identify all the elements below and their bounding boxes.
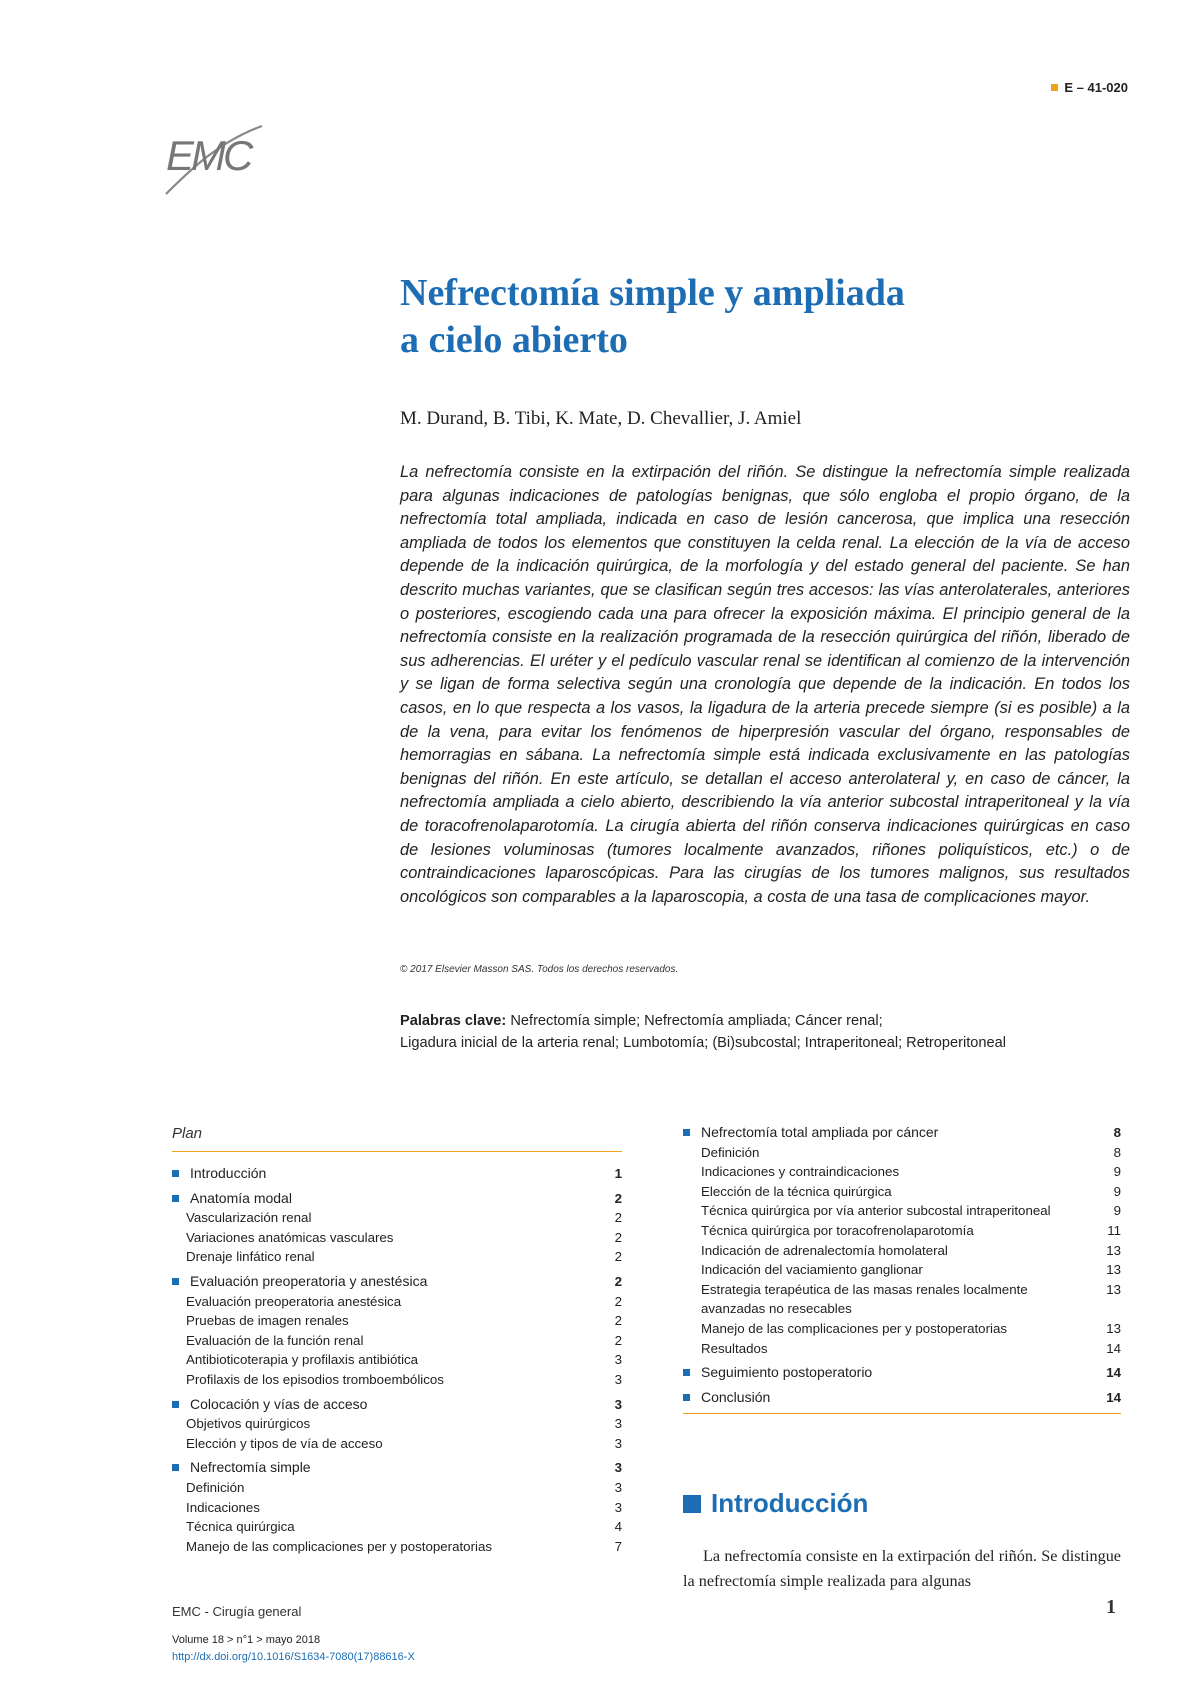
toc-left-column (172, 1164, 622, 1556)
toc-entry-page: 2 (614, 1249, 622, 1265)
toc-subsection-entry[interactable] (172, 1228, 622, 1248)
toc-subsection-entry[interactable] (683, 1319, 1121, 1339)
toc-entry-title: Evaluación preoperatoria y anestésica (172, 1272, 602, 1292)
toc-subsection-entry[interactable] (172, 1370, 622, 1390)
toc-entry-page: 2 (614, 1210, 622, 1226)
toc-entry-title: Técnica quirúrgica por toracofrenolaparotomía (701, 1222, 974, 1238)
orange-square-icon (1051, 84, 1058, 91)
toc-entry-title: Seguimiento postoperatorio (683, 1363, 1101, 1383)
abstract: La nefrectomía consiste en la extirpación del riñón. Se distingue la nefrectomía simple realizada para algunas indicaciones de patologías benignas, que sólo engloba el propio órgano, de la nefrectomía total ampliada, indicada en caso de lesión cancerosa, que implica una resección ampliada de todos los elementos que constituyen la celda renal. La elección de la vía de acceso depende de la indicación quirúrgica, de la morfología y del estado general del paciente. Se han descrito muchas variantes, que se clasifican según tres accesos: las vías anterolaterales, anteriores o posteriores, escogiendo cada una para ofrecer la exposición máxima. El principio general de la nefrectomía consiste en la realización programada de la resección quirúrgica del riñón, liberado de sus adherencias. El uréter y el pedículo vascular renal se identifican al comienzo de la intervención y se ligan de forma selectiva según una cronología que depende de la indicación. En todos los casos, en lo que respecta a los vasos, la ligadura de la arteria precede siempre (si es posible) a la de la vena, para evitar los fenómenos de hiperpresión vascular del órgano, responsables de hemorragias en sábana. La nefrectomía simple está indicada exclusivamente en las patologías benignas del riñón. En este artículo, se detallan el acceso anterolateral y, en caso de cáncer, la nefrectomía ampliada a cielo abierto, describiendo la vía anterior subcostal intraperitoneal y la vía de toracofrenolaparotomía. La cirugía abierta del riñón conserva indicaciones quirúrgicas en caso de lesiones voluminosas (tumores localmente avanzados, riñones poliquísticos, etc.) o de contraindicaciones laparoscópicas. Para las cirugías de los tumores malignos, sus resultados oncológicos son comparables a la laparoscopia, a costa de una tasa de complicaciones mayor. (400, 463, 1130, 906)
toc-entry-title: Indicación del vaciamiento ganglionar (701, 1262, 923, 1278)
toc-entry-page: 2 (614, 1332, 622, 1348)
toc-entry-title: Estrategia terapéutica de las masas renales localmente avanzadas no resecables (701, 1281, 1028, 1317)
toc-section-entry[interactable] (172, 1395, 622, 1415)
introduction-text: La nefrectomía consiste en la extirpación del riñón. Se distingue la nefrectomía simple realizada para algunas (683, 1547, 1121, 1590)
article-reference: E – 41-020 (1051, 80, 1128, 95)
toc-entry-title: Pruebas de imagen renales (186, 1313, 349, 1329)
keywords (400, 1010, 1130, 1054)
toc-subsection-entry[interactable] (683, 1221, 1121, 1241)
toc-entry-title: Drenaje linfático renal (186, 1249, 315, 1265)
toc-entry-page: 3 (614, 1479, 622, 1495)
toc-subsection-entry[interactable] (683, 1201, 1121, 1221)
toc-entry-page: 11 (1107, 1222, 1121, 1238)
toc-entry-title: Manejo de las complicaciones per y postoperatorias (701, 1320, 1007, 1336)
toc-entry-page: 3 (614, 1460, 622, 1476)
toc-entry-title: Nefrectomía simple (172, 1458, 602, 1478)
toc-subsection-entry[interactable] (172, 1434, 622, 1454)
toc-subsection-entry[interactable] (683, 1241, 1121, 1261)
toc-entry-title: Manejo de las complicaciones per y postoperatorias (186, 1538, 492, 1554)
toc-subsection-entry[interactable] (172, 1517, 622, 1537)
toc-section-entry[interactable] (172, 1164, 622, 1184)
toc-entry-page: 3 (614, 1396, 622, 1412)
copyright: © 2017 Elsevier Masson SAS. Todos los derechos reservados. (400, 964, 679, 975)
toc-entry-title: Elección y tipos de vía de acceso (186, 1435, 383, 1451)
toc-entry-title: Técnica quirúrgica (186, 1519, 295, 1535)
toc-entry-title: Antibioticoterapia y profilaxis antibiótica (186, 1352, 419, 1368)
keywords-line-1: Nefrectomía simple; Nefrectomía ampliada; Cáncer renal; (510, 1013, 883, 1029)
toc-subsection-entry[interactable] (172, 1478, 622, 1498)
blue-square-icon (683, 1495, 701, 1513)
toc-entry-page: 13 (1106, 1320, 1121, 1336)
toc-entry-page: 8 (1113, 1125, 1121, 1140)
toc-entry-title: Introducción (172, 1164, 602, 1184)
toc-entry-page: 4 (614, 1519, 622, 1535)
toc-entry-title: Técnica quirúrgica por vía anterior subcostal intraperitoneal (701, 1203, 1051, 1219)
toc-entry-title: Evaluación preoperatoria anestésica (186, 1293, 402, 1309)
toc-entry-title: Elección de la técnica quirúrgica (701, 1183, 892, 1199)
toc-entry-title: Profilaxis de los episodios tromboembólicos (186, 1371, 444, 1387)
keywords-line-2: Ligadura inicial de la arteria renal; Lumbotomía; (Bi)subcostal; Intraperitoneal; Retroperitoneal (400, 1035, 1006, 1051)
toc-entry-page: 3 (614, 1371, 622, 1387)
toc-section-entry[interactable] (683, 1123, 1121, 1143)
toc-entry-title: Objetivos quirúrgicos (186, 1416, 311, 1432)
toc-subsection-entry[interactable] (683, 1260, 1121, 1280)
footer-journal: EMC - Cirugía general (172, 1604, 302, 1619)
toc-entry-title: Nefrectomía total ampliada por cáncer (683, 1123, 1101, 1143)
toc-entry-title: Variaciones anatómicas vasculares (186, 1229, 394, 1245)
toc-subsection-entry[interactable] (683, 1162, 1121, 1182)
toc-entry-page: 9 (1113, 1183, 1121, 1199)
toc-right-column (683, 1123, 1121, 1407)
toc-entry-page: 2 (614, 1190, 622, 1206)
toc-entry-title: Colocación y vías de acceso (172, 1395, 602, 1415)
toc-entry-page: 14 (1106, 1389, 1121, 1405)
toc-entry-page: 3 (614, 1435, 622, 1451)
toc-subsection-entry[interactable] (172, 1537, 622, 1557)
toc-entry-title: Resultados (701, 1340, 768, 1356)
toc-entry-title: Indicación de adrenalectomía homolateral (701, 1242, 948, 1258)
toc-subsection-entry[interactable] (172, 1331, 622, 1351)
keywords-label: Palabras clave: (400, 1013, 507, 1029)
toc-entry-page: 14 (1106, 1340, 1121, 1356)
toc-section-entry[interactable] (172, 1189, 622, 1209)
toc-entry-page: 13 (1106, 1281, 1121, 1297)
footer-volume: Volume 18 > n°1 > mayo 2018 (172, 1634, 321, 1646)
toc-subsection-entry[interactable] (172, 1292, 622, 1312)
toc-subsection-entry[interactable] (172, 1247, 622, 1267)
toc-section-entry[interactable] (683, 1388, 1121, 1408)
toc-subsection-entry[interactable] (172, 1208, 622, 1228)
toc-subsection-entry[interactable] (172, 1350, 622, 1370)
toc-entry-page: 2 (614, 1313, 622, 1329)
toc-subsection-entry[interactable] (683, 1143, 1121, 1163)
toc-entry-title: Conclusión (683, 1388, 1101, 1408)
introduction-heading: Introducción (683, 1488, 868, 1519)
toc-entry-page: 1 (614, 1166, 622, 1181)
toc-section-entry[interactable] (172, 1272, 622, 1292)
toc-entry-page: 7 (614, 1538, 622, 1554)
toc-entry-page: 9 (1113, 1164, 1121, 1180)
toc-entry-page: 13 (1106, 1242, 1121, 1258)
toc-subsection-entry[interactable] (683, 1280, 1121, 1319)
toc-entry-page: 2 (614, 1273, 622, 1289)
toc-entry-title: Anatomía modal (172, 1189, 602, 1209)
toc-entry-page: 8 (1113, 1144, 1121, 1160)
toc-entry-page: 13 (1106, 1262, 1121, 1278)
title-line-1: Nefrectomía simple y ampliada (400, 272, 905, 314)
toc-entry-page: 2 (614, 1293, 622, 1309)
toc-entry-page: 3 (614, 1416, 622, 1432)
plan-label: Plan (172, 1125, 203, 1142)
doi-link[interactable]: http://dx.doi.org/10.1016/S1634-7080(17)88616-X (172, 1651, 415, 1663)
svg-text:EMC: EMC (166, 132, 251, 179)
toc-section-entry[interactable] (172, 1458, 622, 1478)
toc-entry-title: Definición (701, 1144, 760, 1160)
toc-subsection-entry[interactable] (172, 1311, 622, 1331)
toc-entry-page: 9 (1113, 1203, 1121, 1219)
authors: M. Durand, B. Tibi, K. Mate, D. Chevallier, J. Amiel (400, 408, 802, 429)
toc-right-divider (683, 1413, 1121, 1414)
toc-subsection-entry[interactable] (683, 1182, 1121, 1202)
toc-entry-page: 2 (614, 1229, 622, 1245)
page-number: 1 (1106, 1596, 1116, 1618)
article-title (400, 270, 1120, 364)
toc-entry-title: Indicaciones (186, 1499, 260, 1515)
toc-section-entry[interactable] (683, 1363, 1121, 1383)
toc-entry-title: Vascularización renal (186, 1210, 312, 1226)
emc-logo (158, 112, 268, 202)
plan-divider (172, 1151, 622, 1152)
toc-subsection-entry[interactable] (683, 1339, 1121, 1359)
toc-entry-title: Definición (186, 1479, 245, 1495)
toc-subsection-entry[interactable] (172, 1414, 622, 1434)
toc-entry-title: Indicaciones y contraindicaciones (701, 1164, 900, 1180)
toc-entry-title: Evaluación de la función renal (186, 1332, 364, 1348)
title-line-2: a cielo abierto (400, 319, 628, 361)
toc-entry-page: 3 (614, 1352, 622, 1368)
toc-subsection-entry[interactable] (172, 1498, 622, 1518)
toc-entry-page: 14 (1106, 1365, 1121, 1381)
toc-entry-page: 3 (614, 1499, 622, 1515)
